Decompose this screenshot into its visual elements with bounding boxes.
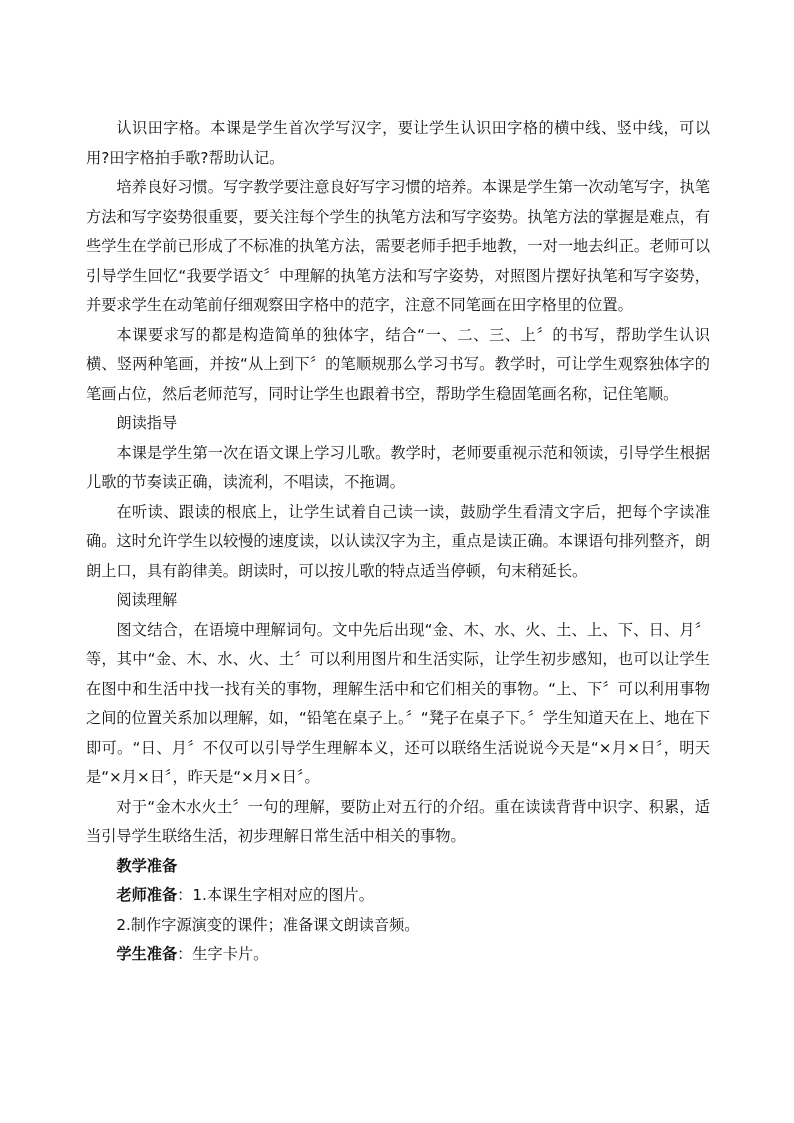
heading-teaching-preparation: 教学准备 bbox=[116, 856, 178, 875]
teacher-preparation-item-1: ：1.本课生字相对应的图片。 bbox=[177, 886, 374, 904]
student-preparation-label: 学生准备 bbox=[116, 945, 178, 963]
teacher-preparation-label: 老师准备 bbox=[116, 886, 178, 904]
paragraph-five-elements: 对于“金木水火土〞一句的理解，要防止对五行的介绍。重在读读背背中识字、积累，适当引导学生联络生活，初步理解日常生活中相关的事物。 bbox=[86, 797, 710, 845]
student-preparation-line bbox=[86, 940, 710, 970]
paragraph-reading-practice: 在听读、跟读的根底上，让学生试着自己读一读，鼓励学生看清文字后，把每个字读准确。这时允许学生以较慢的速度读，以认读汉字为主，重点是读正确。本课语句排列整齐，朗朗上口，具有韵律美。朗读时，可以按儿歌的特点适当停顿，句末稍延长。 bbox=[86, 502, 710, 580]
teacher-preparation-line bbox=[86, 881, 710, 911]
paragraph-first-children-song: 本课是学生第一次在语文课上学习儿歌。教学时，老师要重视示范和领读，引导学生根据儿歌的节奏读正确，读流利，不唱读，不拖调。 bbox=[86, 443, 710, 491]
paragraph-writing-habits: 培养良好习惯。写字教学要注意良好写字习惯的培养。本课是学生第一次动笔写字，执笔方法和写字姿势很重要，要关注每个学生的执笔方法和写字姿势。执笔方法的掌握是难点，有些学生在学前已形成了不标准的执笔方法，需要老师手把手地教，一对一地去纠正。老师可以引导学生回忆“我要学语文〞中理解的执笔方法和写字姿势，对照图片摆好执笔和写字姿势，并要求学生在动笔前仔细观察田字格中的范字，注意不同笔画在田字格里的位置。 bbox=[86, 178, 710, 314]
heading-reading-comprehension: 阅读理解 bbox=[116, 591, 178, 609]
paragraph-words-in-context: 图文结合，在语境中理解词句。文中先后出现“金、木、水、火、土、上、下、日、月〞等，其中“金、木、水、火、土〞可以利用图片和生活实际，让学生初步感知，也可以让学生在图中和生活中找一找有关的事物，理解生活中和它们相关的事物。“上、下〞可以利用事物之间的位置关系加以理解，如，“铅笔在桌子上。〞“凳子在桌子下。〞学生知道天在上、地在下即可。“日、月〞不仅可以引导学生理解本义，还可以联络生活说说今天是“×月×日〞，明天是“×月×日〞，昨天是“×月×日〞。 bbox=[86, 620, 710, 786]
paragraph-tianzige: 认识田字格。本课是学生首次学写汉字，要让学生认识田字格的横中线、竖中线，可以用?田字格拍手歌?帮助认记。 bbox=[86, 119, 710, 167]
paragraph-stroke-order: 本课要求写的都是构造简单的独体字，结合“一、二、三、上〞的书写，帮助学生认识横、竖两种笔画，并按“从上到下〞的笔顺规那么学习书写。教学时，可让学生观察独体字的笔画占位，然后老师范写，同时让学生也跟着书空，帮助学生稳固笔画名称，记住笔顺。 bbox=[86, 325, 710, 403]
teacher-preparation-item-2: 2.制作字源演变的课件；准备课文朗读音频。 bbox=[116, 915, 420, 934]
student-preparation-item: ：生字卡片。 bbox=[177, 945, 269, 963]
heading-reading-guidance: 朗读指导 bbox=[116, 414, 178, 432]
